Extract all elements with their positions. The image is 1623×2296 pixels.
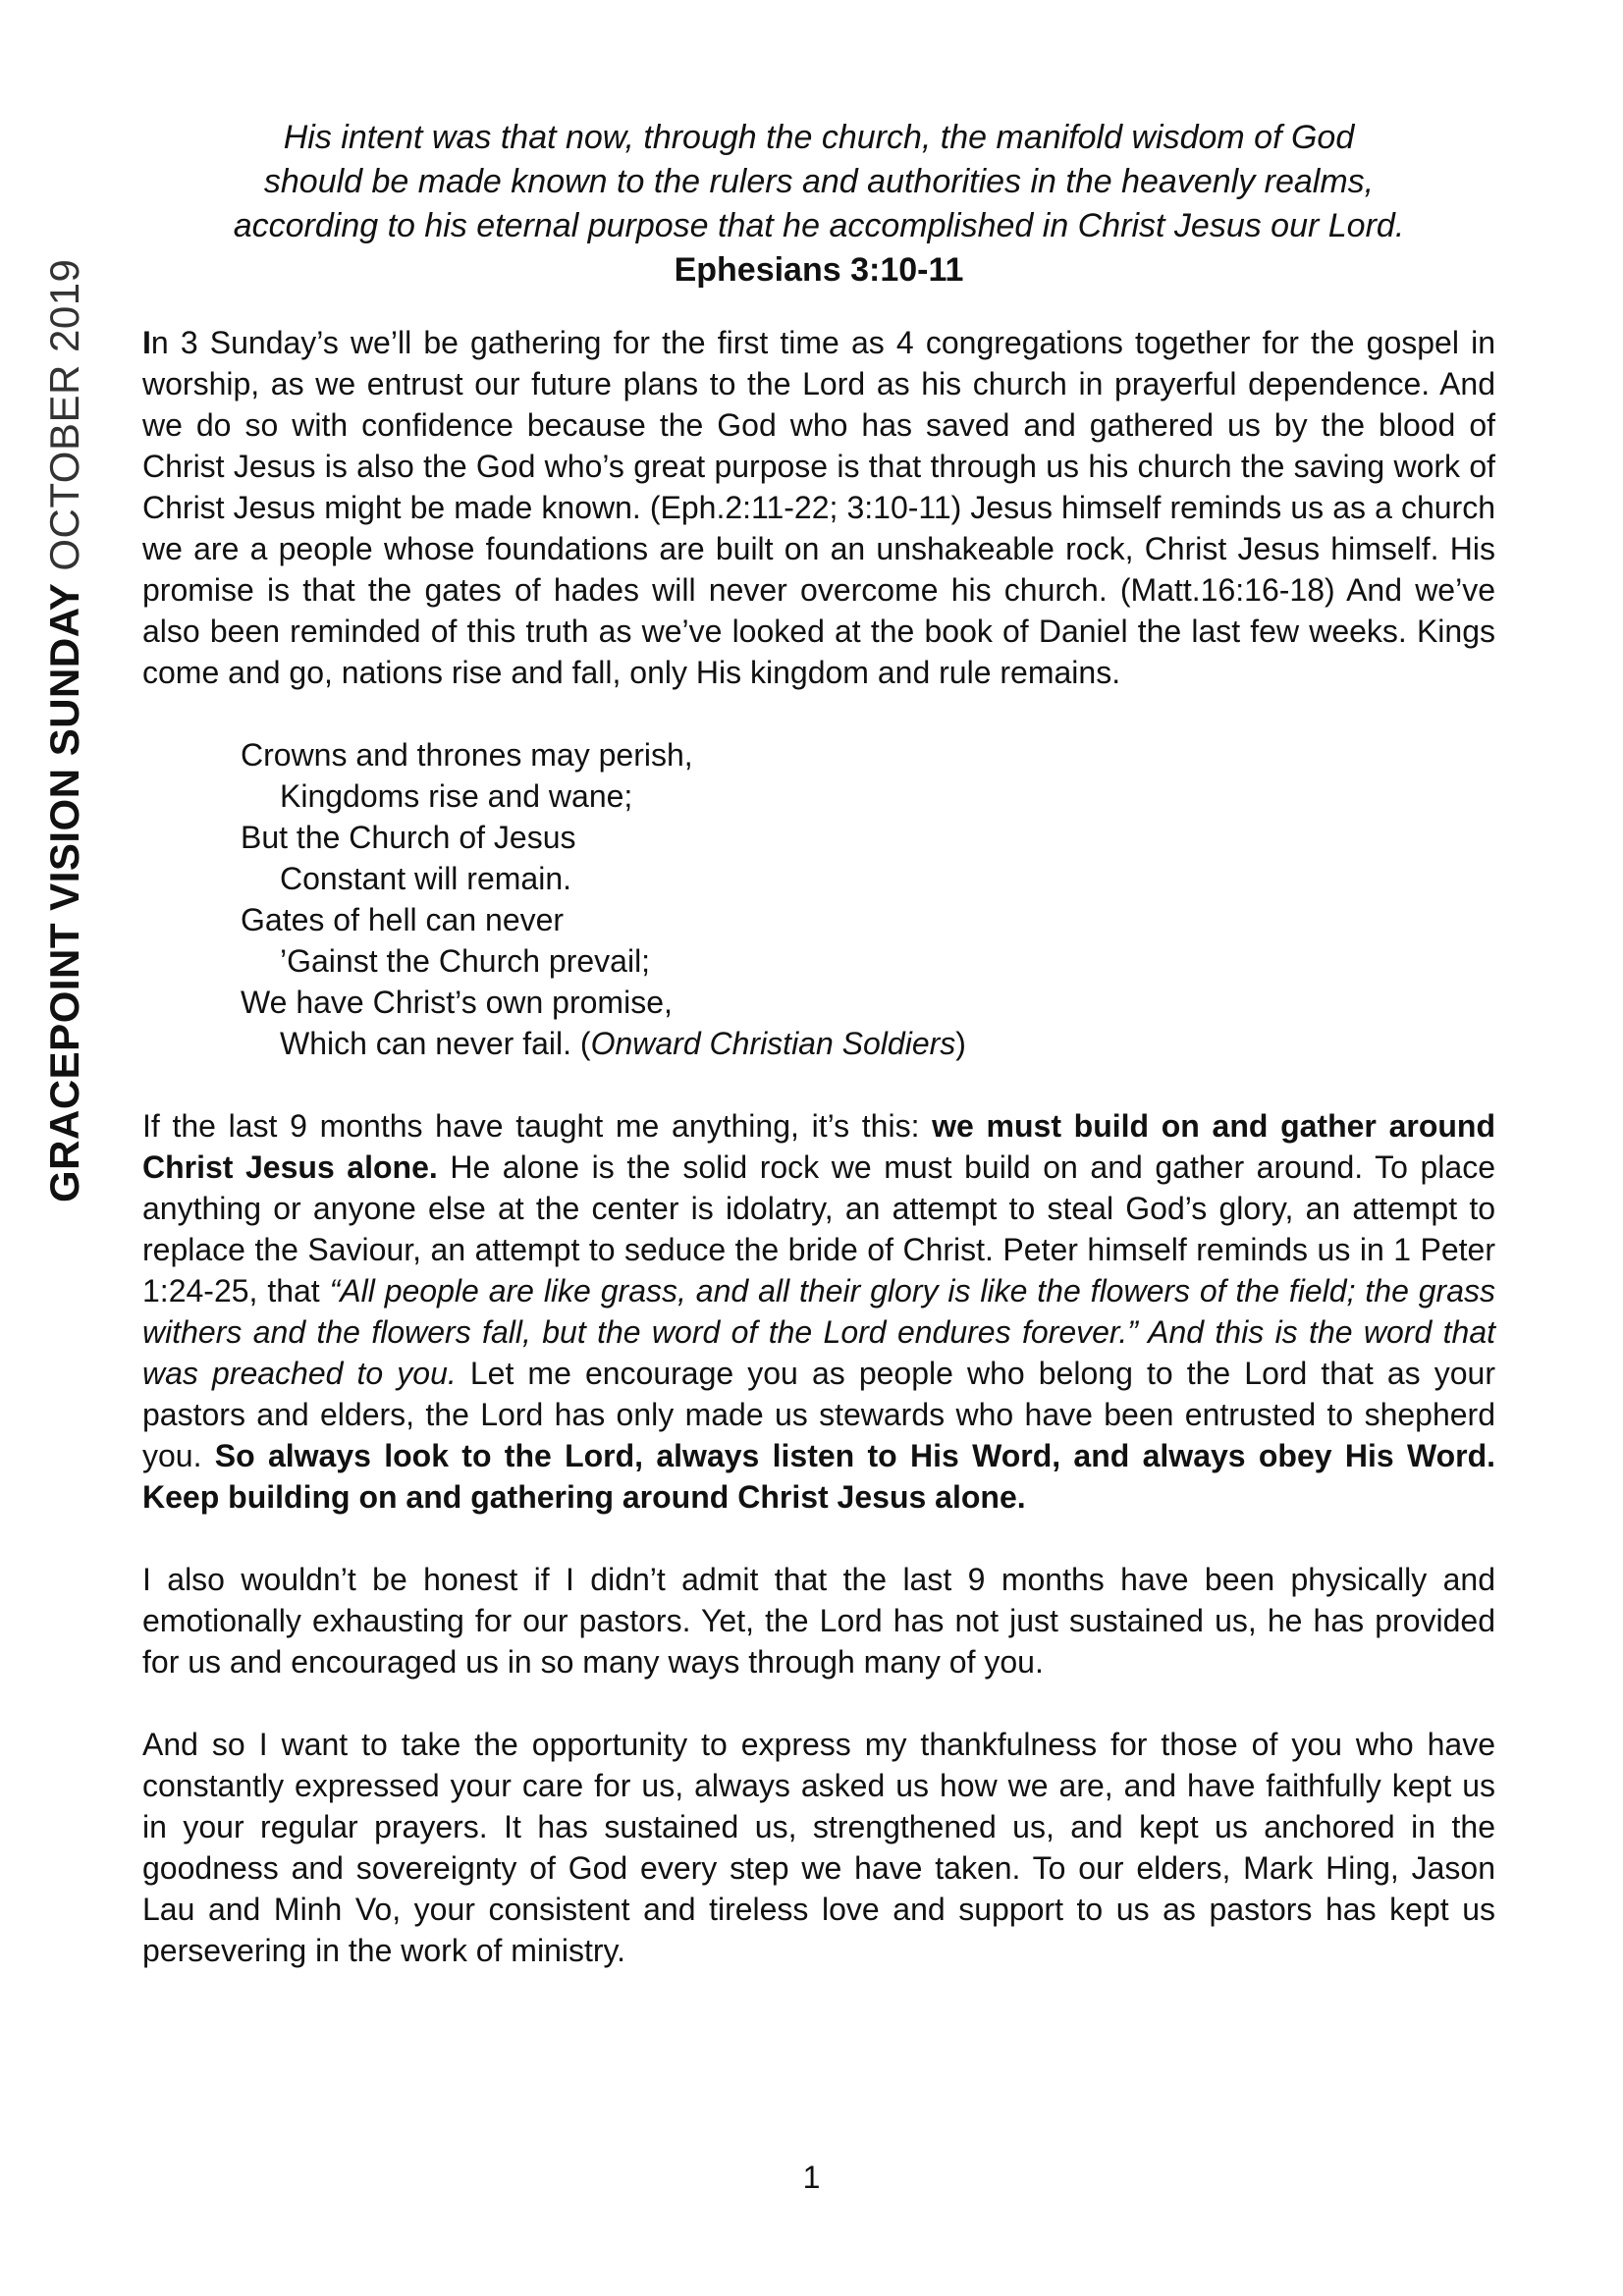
paragraph-bold-text: So always look to the Lord, always listen to His Word, and always obey His Word. Keep building on and gathering around Christ Jesus alone.: [142, 1438, 1496, 1515]
sidebar-title-date: OCTOBER 2019: [41, 258, 87, 571]
hymn-line-last: [241, 1023, 1495, 1064]
paragraph-text: If the last 9 months have taught me anything, it’s this:: [142, 1108, 933, 1144]
page-content: [142, 116, 1495, 1971]
paragraph-thanks: And so I want to take the opportunity to express my thankfulness for those of you who have constantly expressed your care for us, always asked us how we are, and have faithfully kept us in your regular prayers. It has sustained us, strengthened us, and kept us anchored in the goodness and sovereignty of God every step we have taken. To our elders, Mark Hing, Jason Lau and Minh Vo, your consistent and tireless love and support to us as pastors has kept us persevering in the work of ministry.: [142, 1727, 1495, 1968]
sidebar-title: [41, 258, 87, 1202]
hymn-line: ’Gainst the Church prevail;: [280, 943, 651, 979]
hymn-line: But the Church of Jesus: [241, 820, 576, 855]
hymn-line: Crowns and thrones may perish,: [241, 737, 693, 773]
epigraph-line: His intent was that now, through the church, the manifold wisdom of God: [283, 119, 1355, 156]
epigraph: [142, 116, 1495, 293]
paragraph-first-letter: I: [142, 325, 151, 360]
page-number: 1: [802, 2160, 821, 2195]
paragraph-intro: [142, 322, 1495, 693]
hymn-line: Gates of hell can never: [241, 902, 565, 937]
epigraph-line: according to his eternal purpose that he accomplished in Christ Jesus our Lord.: [233, 207, 1405, 244]
hymn-attribution: Onward Christian Soldiers: [590, 1026, 956, 1061]
paragraph-intro-text: n 3 Sunday’s we’ll be gathering for the first time as 4 congregations together for the gospel in worship, as we entrust our future plans to the Lord as his church in prayerful dependence. And we do so with confidence because the God who has saved and gathered us by the blood of Christ Jesus is also the God who’s great purpose is that through us his church the saving work of Christ Jesus might be made known. (Eph.2:11-22; 3:10-11) Jesus himself reminds us as a church we are a people whose foundations are built on an unshakeable rock, Christ Jesus himself. His promise is that the gates of hades will never overcome his church. (Matt.16:16-18) And we’ve also been reminded of this truth as we’ve looked at the book of Daniel the last few weeks. Kings come and go, nations rise and fall, only His kingdom and rule remains.: [142, 325, 1495, 690]
paragraph-honesty: I also wouldn’t be honest if I didn’t admit that the last 9 months have been physically and emotionally exhausting for our pastors. Yet, the Lord has not just sustained us, he has provided for us and encouraged us in so many ways through many of you.: [142, 1562, 1495, 1680]
hymn-attribution-close: ): [955, 1026, 966, 1061]
hymn-line: Constant will remain.: [280, 861, 571, 896]
paragraph-build: [142, 1105, 1495, 1518]
hymn-line: We have Christ’s own promise,: [241, 985, 673, 1020]
epigraph-line: should be made known to the rulers and authorities in the heavenly realms,: [263, 163, 1375, 200]
hymn-stanza: [241, 734, 1495, 1064]
paragraph-text: Let me encourage you as people who belong to the Lord that as your pastors and elders, the Lord has only made us stewards who have been entrusted to shepherd you.: [142, 1356, 1496, 1473]
paragraph-text: He alone is the solid rock we must build on and gather around. To place anything or anyone else at the center is idolatry, an attempt to steal God’s glory, an attempt to replace the Saviour, an attempt to seduce the bride of Christ. Peter himself reminds us in 1 Peter 1:24-25, that: [142, 1149, 1496, 1308]
sidebar-title-bold: GRACEPOINT VISION SUNDAY: [41, 582, 87, 1202]
hymn-line: Kingdoms rise and wane;: [280, 778, 633, 814]
paragraph-quote: “All people are like grass, and all their glory is like the flowers of the field; the grass withers and the flowers fall, but the word of the Lord endures forever.” And this is the word that was preached to you.: [142, 1273, 1496, 1391]
paragraph-bold-text: we must build on and gather around Christ Jesus alone.: [142, 1108, 1496, 1185]
epigraph-reference: Ephesians 3:10-11: [674, 251, 964, 289]
hymn-line-text: Which can never fail. (: [280, 1026, 591, 1061]
